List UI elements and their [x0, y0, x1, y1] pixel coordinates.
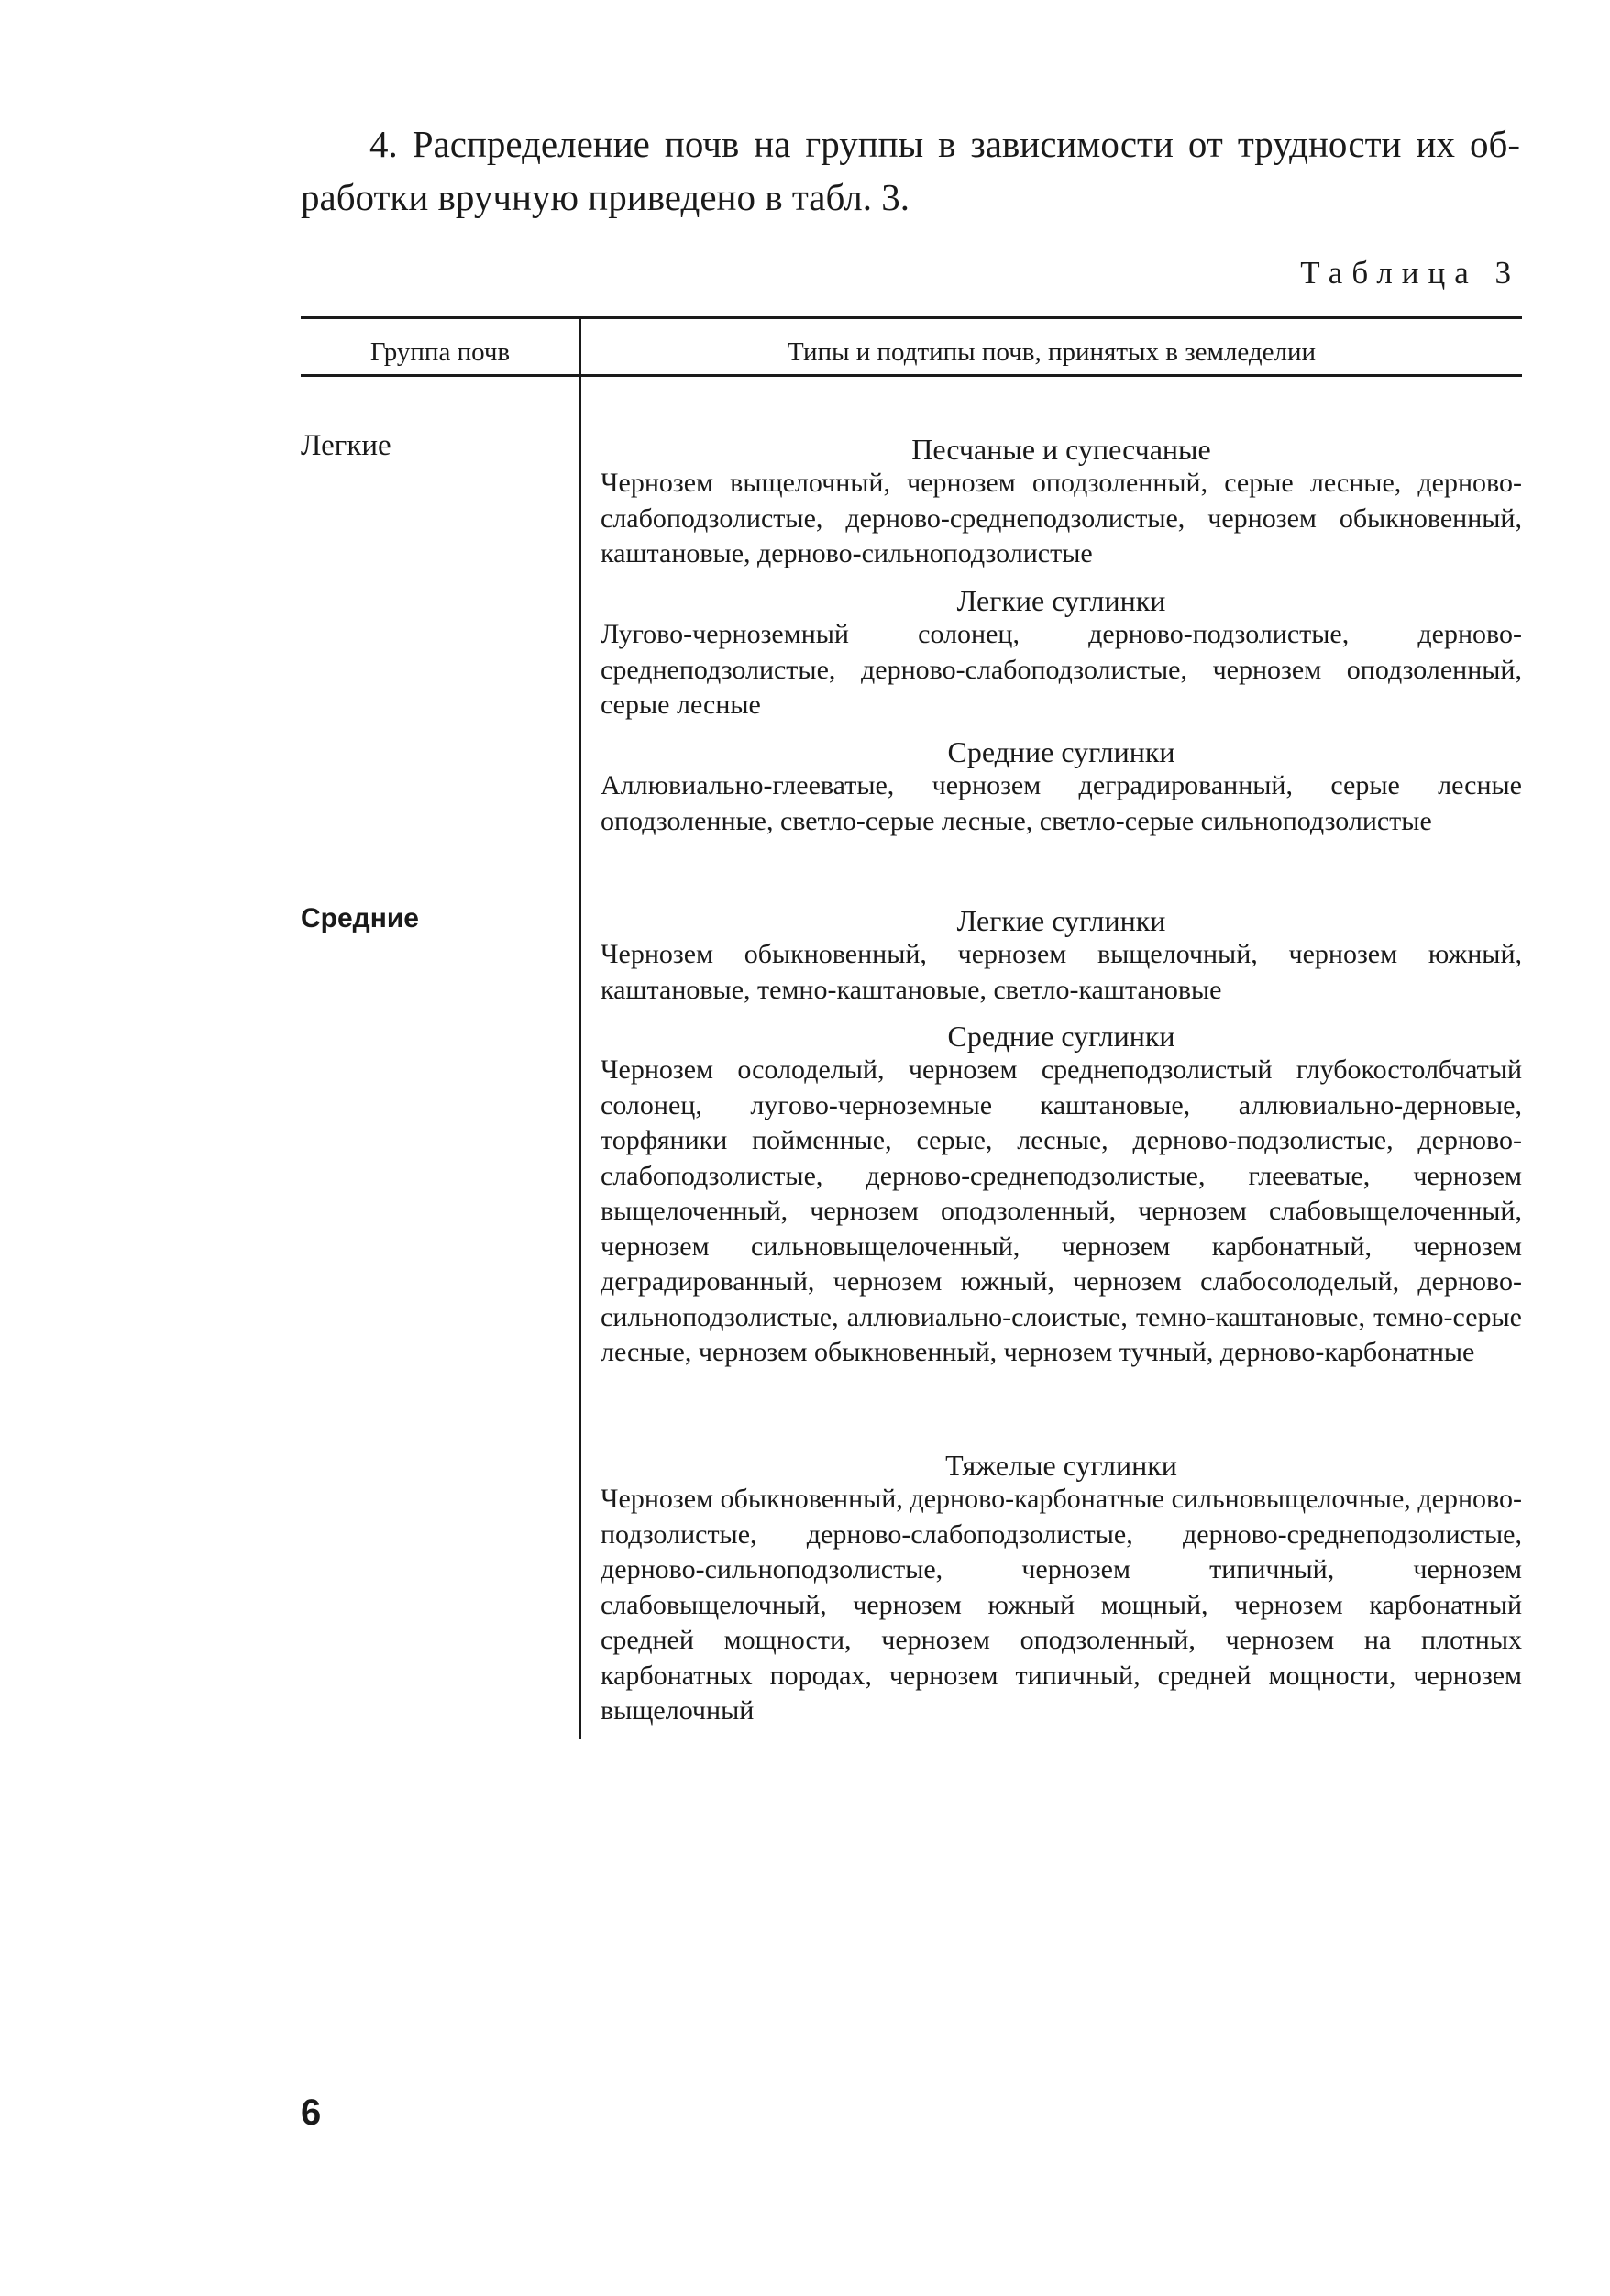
soil-list: Чернозем обыкновенный, дерново-карбонатные сильновыщелочные, дерново-подзолистые, дерново-слабоподзолистые, дерново-среднеподзолистые, дерново-сильноподзолистые, чернозем типичный, чернозем слабовыщелочный, чернозем южный мощный, чернозем карбонатный средней мощности, чернозем оподзоленный, чернозем на плотных карбонатных породах, чернозем типичный, средней мощности, чернозем выщелочный: [601, 1484, 1522, 1726]
texture-heading: Средние суглинки: [947, 735, 1175, 768]
group-name-medium: Средние: [301, 903, 419, 933]
texture-heading: Легкие суглинки: [956, 584, 1166, 617]
soil-list: Аллювиально-глееватые, чернозем деградированный, серые лесные оподзоленные, светло-серые лесные, светло-серые сильноподзолистые: [601, 770, 1522, 836]
intro-line-1: 4. Распределение почв на группы в зависимости от трудности их об-: [369, 123, 1520, 165]
soil-list: Чернозем обыкновенный, чернозем выщелочный, чернозем южный, каштановые, темно-каштановые, светло-каштановые: [601, 939, 1522, 1005]
group-name-light: Легкие: [301, 429, 391, 462]
table-top-rule: [301, 316, 1522, 319]
texture-heading: Тяжелые суглинки: [945, 1449, 1177, 1482]
table-header-rule: [301, 374, 1522, 377]
header-soil-types: Типы и подтипы почв, принятых в земледелии: [788, 337, 1316, 367]
table-column-divider: [579, 316, 581, 1739]
page-number: 6: [301, 2092, 322, 2133]
soil-list: Чернозем выщелочный, чернозем оподзоленный, серые лесные, дерново-слабоподзолистые, дерново-среднеподзолистые, чернозем обыкновенный, каштановые, дерново-сильноподзолистые: [601, 468, 1522, 568]
intro-paragraph: [301, 117, 1520, 224]
soil-list: Лугово-черноземный солонец, дерново-подзолистые, дерново-среднеподзолистые, дерново-слабоподзолистые, чернозем оподзоленный, серые лесные: [601, 619, 1522, 720]
soil-list: Чернозем осолоделый, чернозем среднеподзолистый глубокостолбчатый солонец, лугово-черноземные каштановые, аллювиально-дерновые, торфяники пойменные, серые, лесные, дерново-подзолистые, дерново-слабоподзолистые, дерново-среднеподзолистые, глееватые, чернозем выщелоченный, чернозем оподзоленный, чернозем слабовыщелоченный, чернозем сильновыщелоченный, чернозем карбонатный, чернозем деградированный, чернозем южный, чернозем слабосолоделый, дерново-сильноподзолистые, аллювиально-слоистые, темно-каштановые, темно-серые лесные, чернозем обыкновенный, чернозем тучный, дерново-карбонатные: [601, 1054, 1522, 1367]
intro-line-2: работки вручную приведено в табл. 3.: [301, 176, 910, 218]
texture-heading: Песчаные и супесчаные: [911, 433, 1211, 466]
table-caption: Таблица 3: [1300, 255, 1520, 291]
texture-heading: Средние суглинки: [947, 1020, 1175, 1053]
header-soil-group: Группа почв: [369, 337, 511, 367]
texture-heading: Легкие суглинки: [956, 904, 1166, 937]
